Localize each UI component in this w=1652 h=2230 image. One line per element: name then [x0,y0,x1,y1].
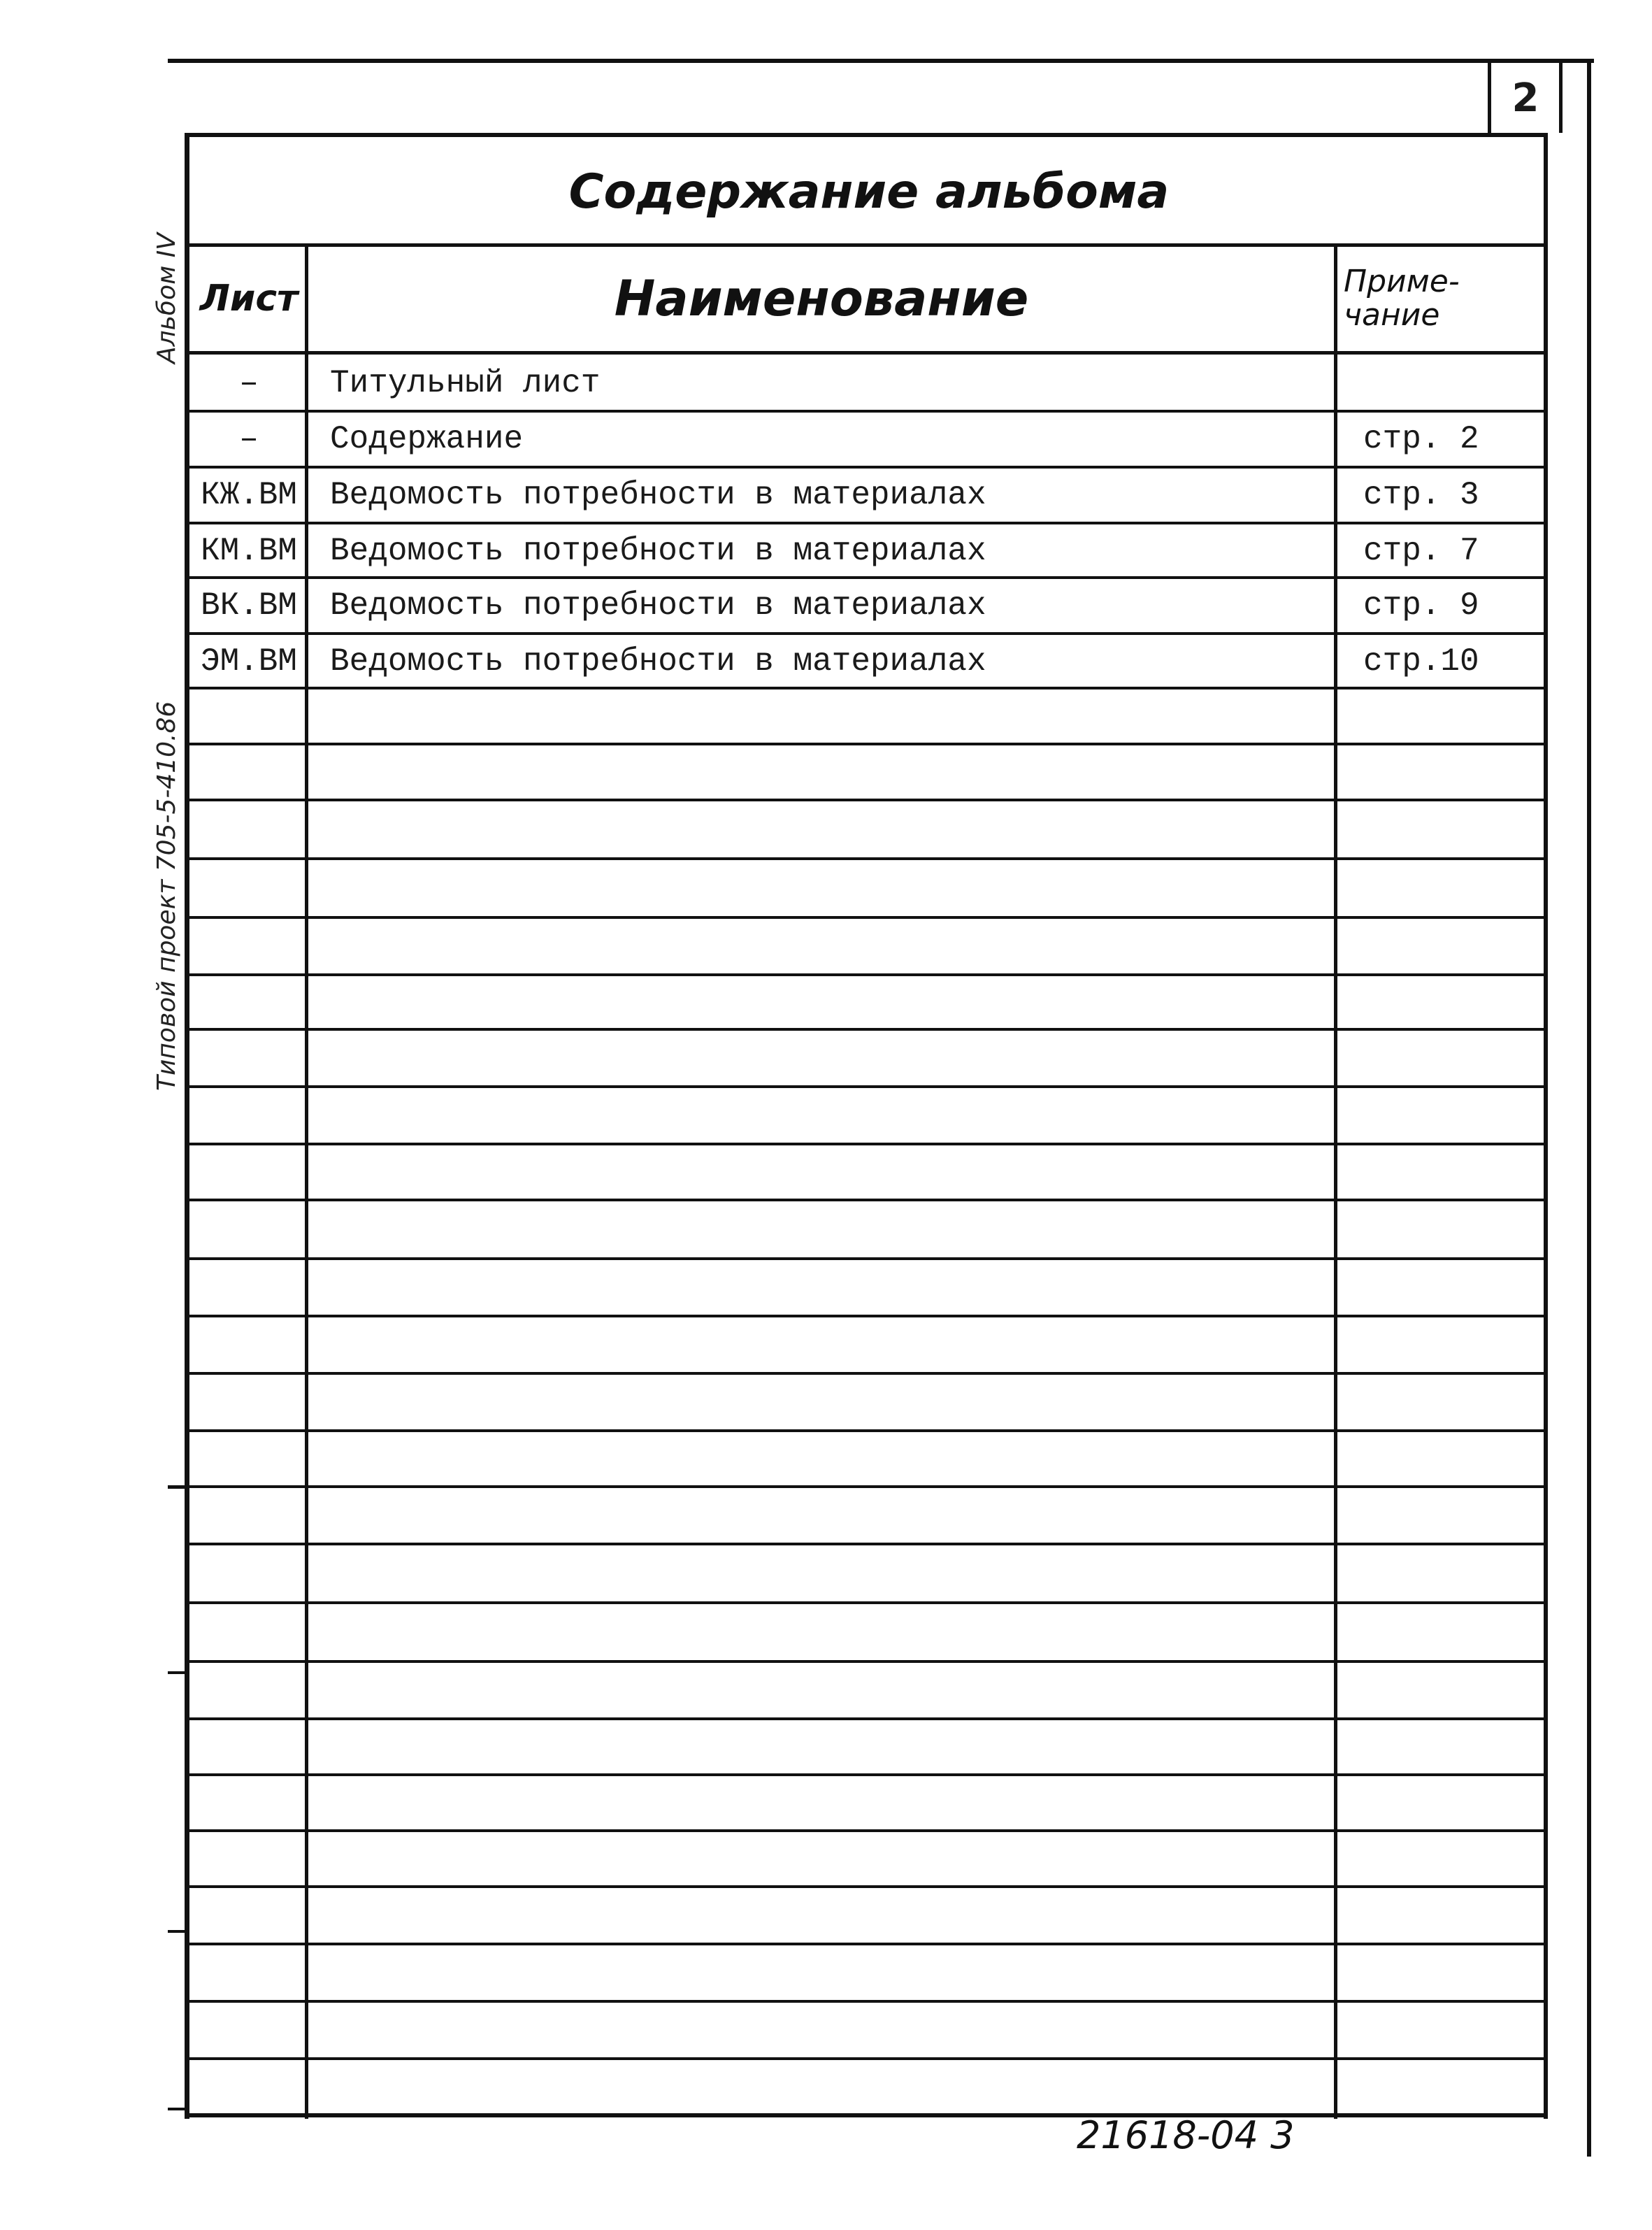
row-5-sheet: ВК.ВМ [200,587,298,624]
row-3-sheet: КЖ.ВМ [200,477,298,513]
row-rule [187,2057,1545,2060]
left-edge-tick [168,2108,187,2110]
row-1-sheet: – [239,365,259,401]
row-3-note: стр. 3 [1363,477,1479,513]
row-rule [187,1943,1545,1945]
left-edge-tick [168,1671,187,1674]
row-6-sheet: ЭМ.ВМ [200,643,298,680]
row-rule [187,2000,1545,2003]
row-rule [187,1773,1545,1776]
row-3-name: Ведомость потребности в материалах [330,477,986,513]
header-name: Наименование [614,270,1029,327]
header-note-line1: Приме- [1344,264,1460,299]
row-rule [187,857,1545,860]
page-title: Содержание альбома [568,164,1170,220]
row-rule [187,743,1545,745]
row-rule [187,1028,1545,1031]
row-rule [187,1429,1545,1432]
row-1-note [1363,355,1545,411]
header-note [1337,246,1553,351]
header-bottom-line [185,351,1548,355]
row-rule [187,1143,1545,1145]
row-2-note: стр. 2 [1363,421,1479,457]
document-stamp: 21618-04 3 [1077,2113,1295,2157]
row-rule [187,916,1545,919]
row-6-name: Ведомость потребности в материалах [330,643,986,680]
header-sheet: Лист [199,278,299,320]
row-rule [187,1257,1545,1260]
row-rule [187,1885,1545,1888]
side-label-project: Типовой проект 705-5-410.86 [152,701,181,1091]
row-rule [187,1660,1545,1663]
page-number: 2 [1511,75,1539,121]
row-4-sheet: КМ.ВМ [200,533,298,569]
note-column-divider [1334,243,1337,2119]
row-4-note: стр. 7 [1363,533,1479,569]
header-note-line2: чание [1344,297,1440,333]
row-rule [187,1601,1545,1604]
left-edge-tick [168,1485,187,1489]
row-2-name: Содержание [330,421,524,457]
row-rule [187,1315,1545,1317]
row-rule [187,1199,1545,1201]
row-rule [187,973,1545,976]
table-top-border [185,133,1548,137]
outer-right-border [1587,59,1591,2157]
row-rule [187,1485,1545,1488]
row-5-note: стр. 9 [1363,587,1479,624]
row-6-note: стр.10 [1363,643,1479,680]
top-border-line [168,59,1594,63]
row-4-name: Ведомость потребности в материалах [330,533,986,569]
row-1-name: Титульный лист [330,365,601,401]
row-5-name: Ведомость потребности в материалах [330,587,986,624]
row-rule [187,1829,1545,1832]
row-2-sheet: – [239,421,259,457]
row-rule [187,1543,1545,1545]
row-rule [187,1085,1545,1088]
side-label-album: Альбом IV [152,233,181,364]
table-bottom-border [185,2113,1548,2117]
left-edge-tick [168,1930,187,1933]
row-rule [187,799,1545,801]
row-rule [187,1717,1545,1720]
row-rule [187,1372,1545,1375]
